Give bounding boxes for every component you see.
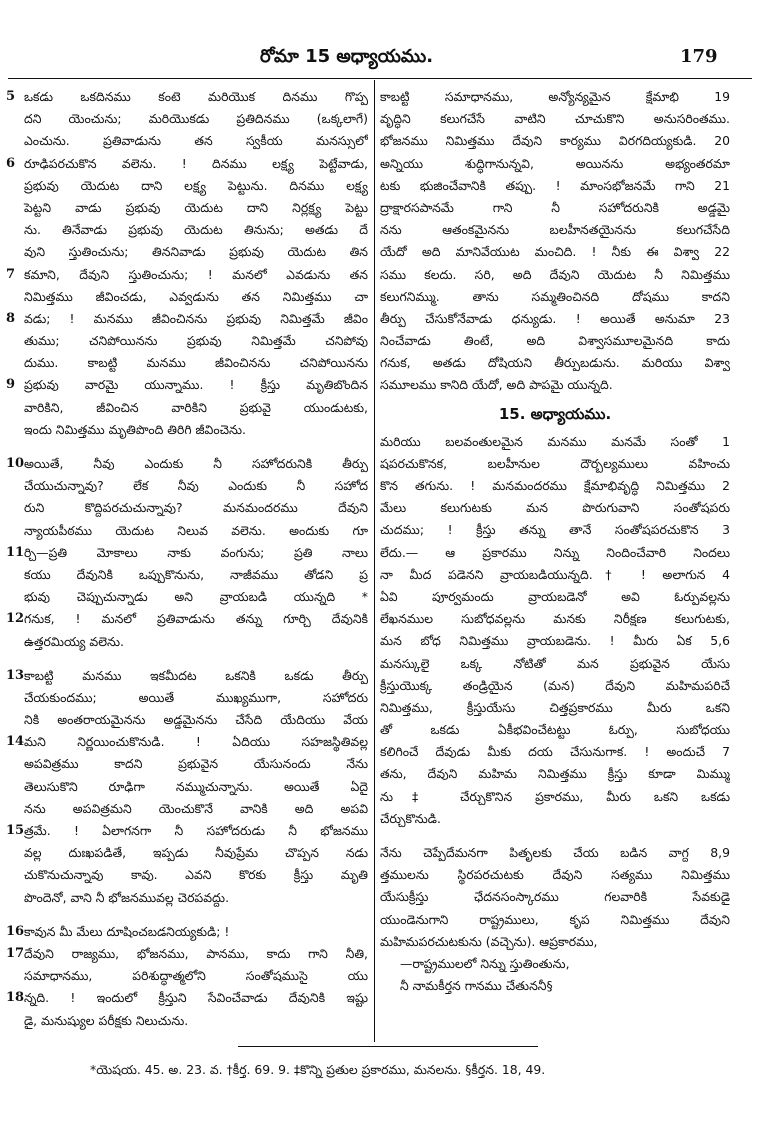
text-line <box>380 931 730 953</box>
verse-number: 16 <box>6 923 25 939</box>
verse-number: 5 <box>6 89 16 104</box>
line-text: కయు దేవునికి ఒప్పుకొనును, నాజీవము తోడని ప్ర <box>24 566 368 582</box>
text-line <box>380 909 730 931</box>
text-line <box>380 741 730 763</box>
line-text: లేదు.— ఆ ప్రకారము నిన్ను నిందించేవారి నిందలు <box>380 544 730 560</box>
line-text: రూఢిపరచుకొన వలెను. ! దినము లక్ష్య పెట్టేవాడు, <box>24 155 368 171</box>
poem-line: —రాష్ట్రములలో నిన్ను స్తుతింతును, <box>400 955 570 971</box>
line-text: కమాని, దేవుని స్తుతించును; ! మనలో ఎవడును తన <box>24 266 368 282</box>
text-line <box>6 631 368 653</box>
line-text: టకు భుజించేవానికి తప్పు. ! మాంసభోజనమే గాని 21 <box>380 177 730 193</box>
text-line <box>6 798 368 820</box>
line-text: తుము; చనిపోయినను ప్రభువు నిమిత్తమే చనిపోవు <box>24 333 368 349</box>
line-text: నను అపవిత్రమని యెంచుకొనే వానికి అది అపవి <box>24 800 368 816</box>
text-line <box>6 130 368 152</box>
text-line <box>6 586 368 608</box>
text-line <box>6 564 368 586</box>
line-text: యుండెనుగాని రాష్ట్రములు, కృప నిమిత్తము దేవుని <box>380 911 730 927</box>
text-line <box>380 264 730 286</box>
text-line <box>6 153 368 175</box>
text-line <box>6 943 368 965</box>
line-text: నేను చెప్పేదేమనగా పితృలకు చేయ బడిన వాగ్ద 8,9 <box>380 845 730 860</box>
text-line <box>380 842 730 864</box>
text-line <box>380 374 730 396</box>
line-text: నిమిత్తము, క్రీస్తుయేసు చిత్తప్రకారము మీరు ఒకని <box>380 699 730 715</box>
line-text: తీర్పు చేసుకోనేవాడు ధన్యుడు. ! అయితే అనుమా 23 <box>380 310 730 326</box>
line-text: వడు; ! మనము జీవించినను ప్రభువు నిమిత్తమే జీవిం <box>24 310 368 326</box>
left-column <box>6 86 368 1032</box>
text-line <box>380 352 730 374</box>
text-line <box>380 763 730 785</box>
line-text: ను. తినేవాడు ప్రభువు యెదుట తినును; అతడు దే <box>24 222 368 238</box>
line-text: రుని కొద్దిపరచుచున్నావు? మనమందరము దేవుని <box>24 500 368 516</box>
line-text: వల్ల దుఃఖపడితే, ఇప్పడు నీవుప్రేమ చొప్పన నడు <box>24 845 368 861</box>
line-text: ఎంచును. ప్రతివాడును తన స్వకీయ మనస్సులో <box>24 133 368 149</box>
right-column <box>380 86 730 997</box>
text-line <box>6 687 368 709</box>
line-text: న్యాయపీఠము యెదుట నిలువ వలెను. అందుకు గూ <box>24 522 368 538</box>
line-text: సమూలము కానిది యేదో, అది పాపమై యున్నది. <box>380 377 613 393</box>
line-text: నికి అంతరాయమైనను అడ్డమైనను చేసేది యేదియు వేయ <box>24 712 368 728</box>
verse-number: 7 <box>6 266 16 282</box>
line-text: మేలు కలుగుటకు మన పొరుగువాని సంతోషపరు <box>380 500 730 516</box>
text-line <box>6 842 368 864</box>
line-text: చేయుచున్నావు? లేక నీవు ఎందుకు నీ సహోద <box>24 478 368 494</box>
poem-line: నీ నామకీర్తన గానము చేతుననీ§ <box>400 978 553 994</box>
column-divider <box>374 80 375 1042</box>
line-text: ర్చి—ప్రతి మోకాలు నాకు వంగును; ప్రతి నాలు <box>24 544 368 560</box>
line-text: వారికిని, జీవించిన వారికిని ప్రభువై యుండుటకు, <box>24 399 368 415</box>
line-text: న్నది. ! ఇందులో క్రీస్తుని సేవించేవాడు దేవునికి ఇష్టు <box>24 990 368 1006</box>
text-line <box>6 921 368 943</box>
line-text: యేసుక్రీస్తు ఛేదనసంస్కారము గలవారికి సేవకుడై <box>380 889 730 905</box>
line-text: యేదో అది మానివేయుట మంచిది. ! నీకు ఈ విశ్వా 22 <box>380 244 730 260</box>
line-text: వృద్ధిని కలుగచేసే వాటిని చూచుకొని అనుసరింతము. <box>380 111 730 127</box>
text-line <box>380 953 730 975</box>
text-line <box>380 719 730 741</box>
text-line <box>380 975 730 997</box>
text-line <box>6 374 368 396</box>
text-line <box>380 453 730 475</box>
text-line <box>6 175 368 197</box>
paragraph-gap <box>380 830 730 842</box>
text-line <box>6 286 368 308</box>
text-line <box>380 153 730 175</box>
paragraph-gap <box>6 653 368 665</box>
verse-number: 9 <box>6 377 16 393</box>
text-line <box>380 675 730 697</box>
text-line <box>380 475 730 497</box>
footnotes: *యెషయ. 45. అ. 23. వ. †కీర్త. 69. 9. ‡కొన్ని ప్రతుల ప్రకారము, మనలను. §కీర్తన. 18, 49. <box>90 1062 546 1077</box>
text-line <box>6 497 368 519</box>
text-line <box>380 786 730 808</box>
text-line <box>380 864 730 886</box>
text-line <box>6 965 368 987</box>
line-text: దేవుని రాజ్యము, భోజనము, పానము, కాదు గాని నీతి, <box>24 945 368 961</box>
text-line <box>380 175 730 197</box>
verse-number: 17 <box>6 945 25 961</box>
line-text: తను, దేవుని మహిమ నిమిత్తము క్రీస్తు కూడా మిమ్ము <box>380 766 730 782</box>
text-line <box>6 330 368 352</box>
line-text: చుకొనుచున్నావు కావు. ఎవని కొరకు క్రీస్తు మృతి <box>24 867 368 883</box>
header-rule <box>8 78 752 79</box>
page-header-title: రోమా 15 అధ్యాయము. <box>260 46 434 67</box>
text-line <box>6 352 368 374</box>
verse-number: 6 <box>6 155 16 171</box>
verse-number: 14 <box>6 734 25 750</box>
line-text: కలుగనిమ్ము. తాను సమ్మతించినది దోషము కాదని <box>380 288 730 304</box>
line-text: మన బోధ నిమిత్తము వ్రాయబడెను. ! మీరు ఏక 5,6 <box>380 633 730 649</box>
text-line <box>380 630 730 652</box>
text-line <box>6 308 368 330</box>
line-text: చుదము; ! క్రీస్తు తన్ను తానే సంతోషపరచుకొన 3 <box>380 522 730 538</box>
text-line <box>380 431 730 453</box>
text-line <box>380 519 730 541</box>
text-line <box>6 776 368 798</box>
line-text: కాబట్టి సమాధానము, అన్యోన్యమైన క్షేమాభి 19 <box>380 89 730 104</box>
text-line <box>380 564 730 586</box>
text-line <box>6 887 368 909</box>
text-line <box>380 108 730 130</box>
text-line <box>6 475 368 497</box>
text-line <box>6 264 368 286</box>
text-line <box>6 108 368 130</box>
line-text: డై, మనుష్యుల పరీక్షకు నిలుచును. <box>24 1012 189 1028</box>
line-text: చేయకుందము; అయితే ముఖ్యముగా, సహోదరు <box>24 689 368 705</box>
line-text: కాబట్టి మనము ఇకమీదట ఒకనికి ఒకడు తీర్పు <box>24 667 368 683</box>
line-text: నా మీద పడెనని వ్రాయబడియున్నది.† ! అలాగున 4 <box>380 566 730 582</box>
text-line <box>380 219 730 241</box>
text-line <box>6 731 368 753</box>
line-text: తెలుసుకొని రూఢిగా నమ్ముచున్నాను. అయితే ఏదై <box>24 778 368 794</box>
verse-number: 18 <box>6 990 25 1006</box>
line-text: మని నిర్ణయించుకొనుడి. ! ఏదియు సహజస్థితివల్ల <box>24 734 368 750</box>
line-text: దుము. కాబట్టి మనము జీవించినను చనిపోయినను <box>24 355 368 371</box>
line-text: మరియు బలవంతులమైన మనము మనమే సంతో 1 <box>380 433 730 449</box>
line-text: ఉత్తరమియ్య వలెను. <box>24 633 124 649</box>
text-line <box>6 753 368 775</box>
line-text: మనస్కులై ఒక్క నోటితో మన ప్రభువైన యేసు <box>380 655 730 671</box>
text-line <box>380 286 730 308</box>
text-line <box>6 219 368 241</box>
line-text: నిమిత్తము జీవించడు, ఎవ్వడును తన నిమిత్తము చా <box>24 288 368 304</box>
line-text: చేర్చుకొనుడి. <box>380 810 441 826</box>
line-text: ఇందు నిమిత్తము మృతిపొంది తిరిగి జీవించెను. <box>24 421 246 437</box>
text-line <box>380 697 730 719</box>
text-line <box>6 397 368 419</box>
line-text: అపవిత్రము కాదని ప్రభువైన యేసునందు నేను <box>24 756 368 772</box>
paragraph-gap <box>6 441 368 453</box>
footnote-rule <box>238 1046 538 1047</box>
text-line <box>380 497 730 519</box>
line-text: ప్రభువు యెదుట దాని లక్ష్య పెట్టును. దినము లక్ష్య <box>24 177 368 193</box>
text-line <box>380 653 730 675</box>
text-line <box>380 308 730 330</box>
text-line <box>6 419 368 441</box>
line-text: మహిమపరచుటకును (వచ్చెను). ఆప్రకారము, <box>380 933 598 949</box>
text-line <box>380 86 730 108</box>
text-line <box>380 197 730 219</box>
paragraph-gap <box>6 909 368 921</box>
line-text: గనుక, ! మనలో ప్రతివాడును తన్ను గూర్చి దేవునికి <box>24 611 368 627</box>
text-line <box>6 665 368 687</box>
line-text: ఒకడు ఒకదినము కంటె మరియొక దినము గొప్ప <box>24 89 368 104</box>
verse-number: 15 <box>6 823 25 838</box>
text-line <box>6 520 368 542</box>
text-line <box>380 808 730 830</box>
text-line <box>6 608 368 630</box>
line-text: వుని స్తుతించును; తిననివాడు ప్రభువు యెదుట తిన <box>24 244 368 260</box>
verse-number: 8 <box>6 310 16 326</box>
line-text: ను‡ చేర్చుకొనిన ప్రకారము, మీరు ఒకని ఒకడు <box>380 788 730 804</box>
line-text: ప్రభువు వారమై యున్నాము. ! క్రీస్తు మృతిబొందిన <box>24 377 368 393</box>
chapter-heading: 15. అధ్యాయము. <box>498 404 612 423</box>
text-line <box>6 864 368 886</box>
verse-number: 10 <box>6 456 25 471</box>
text-line <box>6 86 368 108</box>
text-line <box>380 241 730 263</box>
text-line <box>380 330 730 352</box>
text-line <box>380 586 730 608</box>
line-text: కలిగించే దేవుడు మీకు దయ చేసునుగాక. ! అందుచే 7 <box>380 744 730 760</box>
line-text: పెట్టని వాడు ప్రభువు యెదుట దాని నిర్లక్ష్య పెట్టు <box>24 199 368 215</box>
line-text: భువు చెప్పుచున్నాడు అని వ్రాయబడి యున్నది * <box>24 589 368 605</box>
text-line <box>6 709 368 731</box>
page-number: 179 <box>680 46 718 67</box>
line-text: కొన తగును. ! మనమందరము క్షేమాభివృద్ధి నిమిత్తము 2 <box>380 478 730 493</box>
line-text: పొందెనో, వాని నీ భోజనమువల్ల చెరపవద్దు. <box>24 889 230 905</box>
text-line <box>6 1010 368 1032</box>
line-text: షపరచుకొనక, బలహీనుల దౌర్బల్యములు వహించు <box>380 455 730 471</box>
line-text: తో ఒకడు ఏకీభవించేటట్టు ఓర్పు, సుబోధయు <box>380 722 730 738</box>
line-text: లేఖనముల సుబోధవల్లను మనకు నిరీక్షణ కలుగుటకు, <box>380 611 730 627</box>
text-line <box>380 608 730 630</box>
text-line <box>6 987 368 1009</box>
verse-number: 11 <box>6 544 25 560</box>
line-text: కావున మీ మేలు దూషించబడనియ్యకుడి; ! <box>24 923 230 939</box>
line-text: ఏవి పూర్వమందు వ్రాయబడెనో అవి ఓర్పువల్లను <box>380 588 730 604</box>
verse-number: 13 <box>6 667 25 683</box>
line-text: త్రమే. ! ఏలాగనగా నీ సహోదరుడు నీ భోజనము <box>24 823 368 838</box>
text-line <box>6 241 368 263</box>
line-text: నించేవాడు తింటే, అది విశ్వాసమూలమైనది కాదు <box>380 333 730 349</box>
text-line <box>380 542 730 564</box>
line-text: నను ఆతంకమైనను బలహీనతయైనను కలుగచేసేది <box>380 222 730 238</box>
line-text: క్రీస్తుయొక్క తండ్రియైన (మన) దేవుని మహిమపరిచే <box>380 677 730 693</box>
line-text: గనుక, అతడు దోషియని తీర్పుబడును. మరియు విశ్వా <box>380 355 730 371</box>
line-text: దని యెంచును; మరియొకడు ప్రతిదినము (ఒక్కలాగే) <box>24 111 368 127</box>
line-text: అయితే, నీవు ఎందుకు నీ సహోదరునికి తీర్పు <box>24 456 368 471</box>
line-text: సము కలదు. సరి, అది దేవుని యెదుట నీ నిమిత్తము <box>380 266 730 282</box>
text-line <box>6 542 368 564</box>
text-line <box>380 886 730 908</box>
text-line <box>6 453 368 475</box>
line-text: ద్రాక్షారసపానమే గాని నీ సహోదరునికి అడ్డమై <box>380 199 730 215</box>
line-text: త్తములను స్థిరపరచుటకు దేవుని సత్యము నిమిత్తము <box>380 867 730 883</box>
text-line <box>6 197 368 219</box>
verse-number: 12 <box>6 611 25 627</box>
line-text: భోజనము నిమిత్తము దేవుని కార్యము విరగదియ్యకుడి. 20 <box>380 133 730 149</box>
line-text: అన్నియు శుద్ధిగానున్నవి, అయినను అభ్యంతరమా <box>380 155 730 171</box>
text-line <box>380 130 730 152</box>
text-line <box>6 820 368 842</box>
line-text: సమాధానము, పరిశుద్ధాత్మలోని సంతోషముసై యు <box>24 968 368 984</box>
